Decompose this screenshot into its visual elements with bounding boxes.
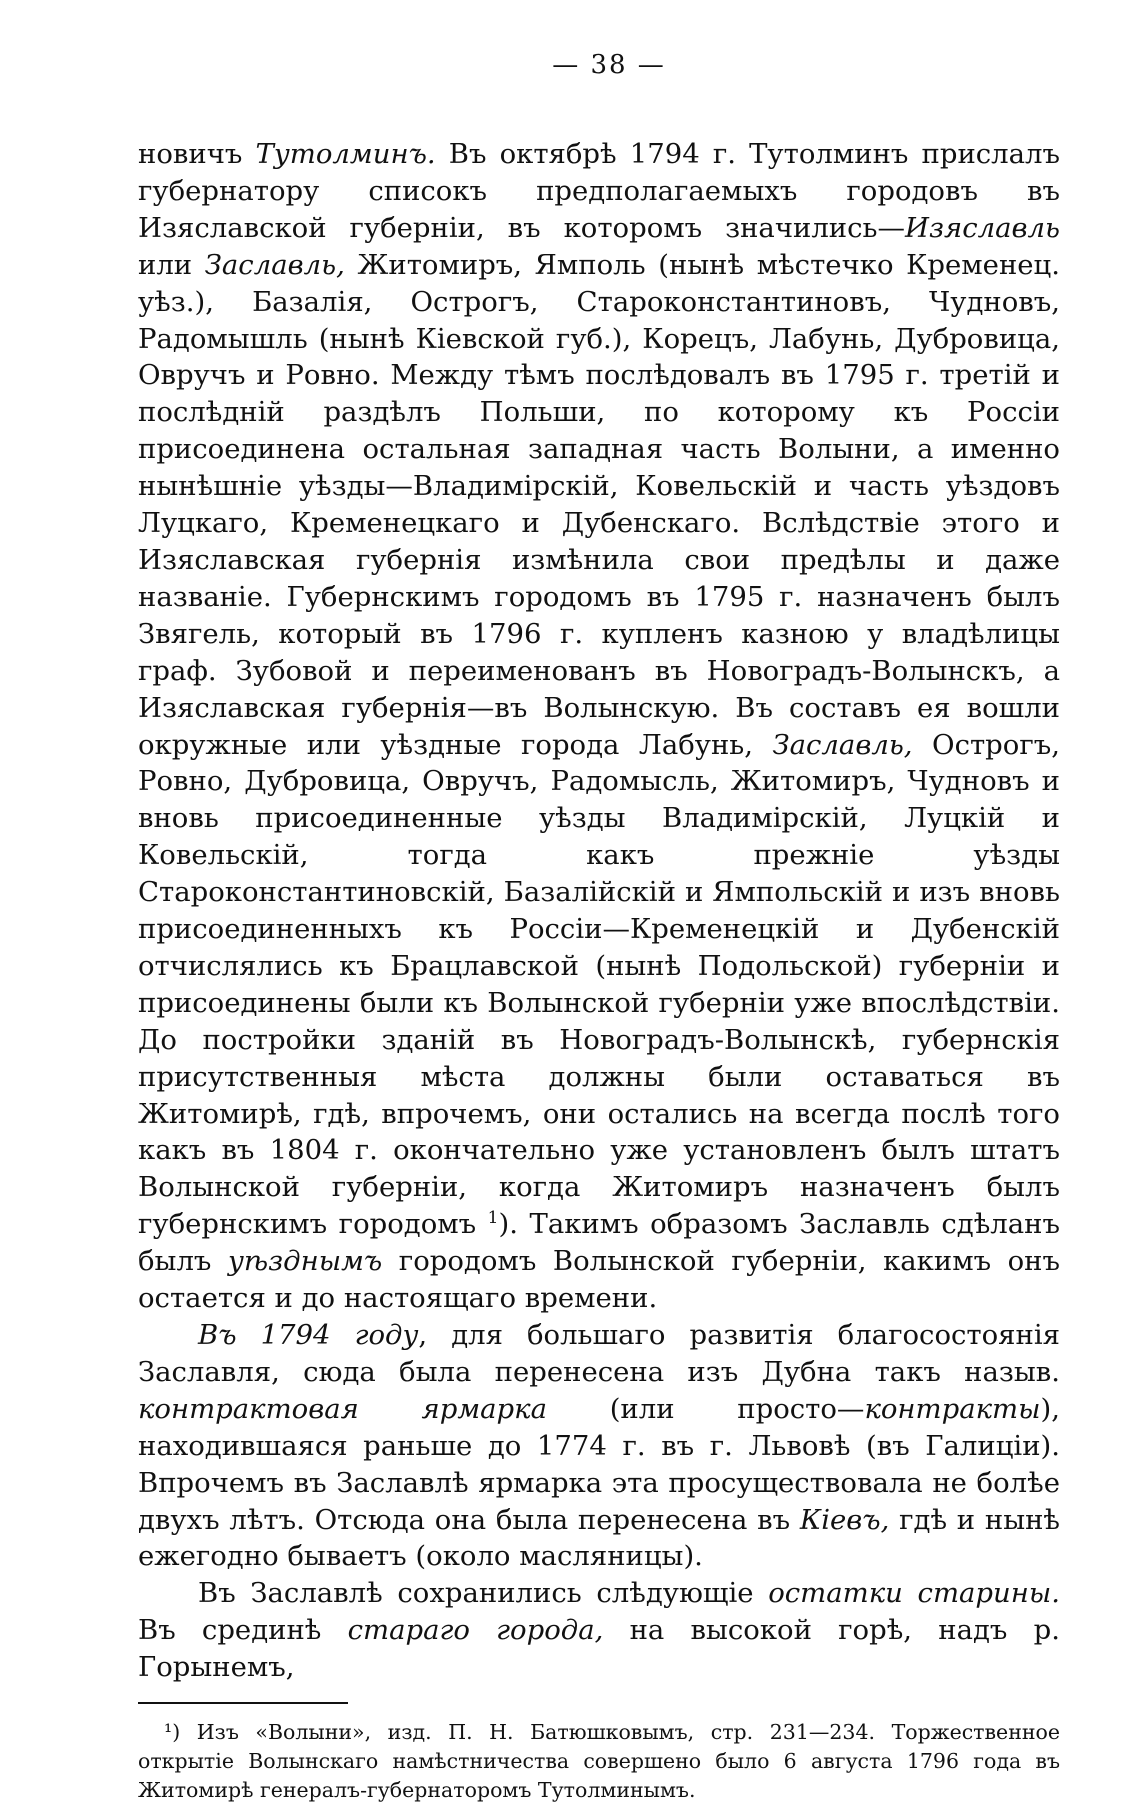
italic-remains: остатки старины. <box>768 1577 1060 1610</box>
text-run: Житомиръ, Ямполь (нынѣ мѣстечко Кременец. уѣз.), Базалія, Острогъ, Староконстантиновъ, Чудновъ, Радомышль (нынѣ Кіевской губ.), Корецъ, Лабунь, Дубровица, Овручъ и Ровно. Между тѣмъ послѣдовалъ въ 1795 г. третій и послѣдній раздѣлъ Польши, по которому къ Россіи присоединена остальная западная часть Волыни, а именно нынѣшніе уѣзды—Владимірскій, Ковельскій и часть уѣздовъ Луцкаго, Кременецкаго и Дубенскаго. Вслѣдствіе этого и Изяславская губернія измѣнила свои предѣлы и даже названіе. Губернскимъ городомъ въ 1795 г. назначенъ былъ Звягель, который въ 1796 г. купленъ казною у владѣлицы граф. Зубовой и переименованъ въ Новоградъ-Волынскъ, а Изяславская губернія—въ Волынскую. Въ составъ ея вошли окружные или уѣздные города Лабунь, <box>138 248 1060 761</box>
page-number: — 38 — <box>552 50 666 80</box>
text-run: ), находившаяся раньше до 1774 г. въ г. Львовѣ (въ Галиціи). Впрочемъ въ Заславлѣ ярмарка эта просуществовала не болѣе двухъ лѣтъ. Отсюда она была перенесена въ <box>138 1392 1060 1536</box>
italic-city-zaslavl-2: Заславль, <box>772 728 913 761</box>
text-run: Острогъ, Ровно, Дубровица, Овручъ, Радомысль, Житомиръ, Чудновъ и вновь присоединенные уѣзды Владимірскій, Луцкій и Ковельскій, тогда какъ прежніе уѣзды Староконстантиновскій, Базалійскій и Ямпольскій и изъ вновь присоединенныхъ къ Россіи—Кременецкій и Дубенскій отчислялись къ Брацлавской (нынѣ Подольской) губерніи и присоединены были къ Волынской губерніи уже впослѣдствіи. До постройки зданій въ Новоградъ-Волынскѣ, губернскія присутственныя мѣста должны были оставаться въ Житомирѣ, гдѣ, впрочемъ, они остались на всегда послѣ того какъ въ 1804 г. окончательно уже установленъ былъ штатъ Волынской губерніи, когда Житомиръ назначенъ былъ губернскимъ городомъ <box>138 728 1060 1241</box>
text-run: Въ срединѣ <box>138 1614 348 1647</box>
footnote-marker: ¹) <box>164 1720 181 1745</box>
text-run: на высокой горѣ, надъ р. Горынемъ, <box>138 1614 1060 1684</box>
footnote-body: Изъ «Волыни», изд. П. Н. Батюшковымъ, стр. 231—234. Торжественное открытіе Волынскаго намѣстничества совершено было 6 августа 1796 года въ Житомирѣ генералъ-губернаторомъ Тутолминымъ. <box>138 1720 1060 1803</box>
italic-contracts: контракты <box>864 1392 1041 1425</box>
footnote-divider <box>138 1702 348 1704</box>
italic-old-town: стараго города, <box>347 1614 604 1647</box>
text-run: или <box>138 248 205 281</box>
text-run: Въ октябрѣ 1794 г. Тутолминъ прислалъ губернатору списокъ предполагаемыхъ городовъ въ Изяславской губерніи, въ которомъ значились— <box>138 138 1061 244</box>
text-run: городомъ Волынской губерніи, какимъ онъ остается и до настоящаго времени. <box>138 1245 1061 1315</box>
text-run: , для большаго развитія благосостоянія Заславля, сюда была перенесена изъ Дубна такъ назыв. <box>138 1319 1060 1388</box>
italic-fair: контрактовая ярмарка <box>138 1392 547 1425</box>
text-run: Въ Заславлѣ сохранились слѣдующіе <box>198 1577 769 1610</box>
text-run: гдѣ и нынѣ ежегодно бываетъ (около масляницы). <box>138 1503 1061 1573</box>
italic-kiev: Кіевъ, <box>799 1503 890 1536</box>
text-run: новичъ <box>138 138 256 170</box>
text-run: (или просто— <box>546 1392 865 1425</box>
paragraph-1 <box>138 136 1060 1317</box>
text-run: ). Такимъ образомъ Заславль сдѣланъ былъ <box>138 1208 1060 1278</box>
paragraph-3 <box>138 1575 1060 1686</box>
italic-city-zaslavl: Заславль, <box>204 248 345 281</box>
footnote-text <box>138 1718 1060 1805</box>
footnote <box>138 1718 1060 1805</box>
italic-year: Въ 1794 году <box>198 1319 419 1351</box>
italic-city-izyaslavl: Изяславль <box>905 211 1060 244</box>
italic-uezd: уѣзднымъ <box>227 1245 383 1278</box>
italic-name-tutolmin: Тутолминъ. <box>255 138 436 170</box>
paragraph-2 <box>138 1317 1060 1575</box>
footnote-reference: 1 <box>487 1208 499 1229</box>
main-text <box>138 136 1060 1686</box>
